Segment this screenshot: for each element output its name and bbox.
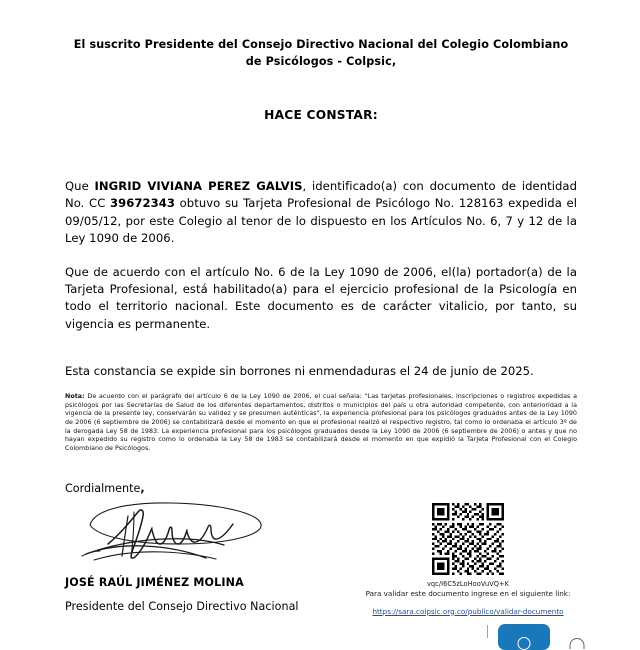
closing-salutation bbox=[65, 482, 577, 495]
viewer-floating-toolbar bbox=[487, 624, 640, 640]
legal-note bbox=[65, 393, 577, 453]
certification-paragraph-1 bbox=[65, 178, 577, 248]
toolbar-primary-button[interactable] bbox=[498, 624, 550, 650]
toolbar-secondary-button[interactable] bbox=[560, 624, 594, 650]
closing-comma: , bbox=[140, 482, 145, 496]
validation-block bbox=[356, 503, 580, 618]
signer-title: Presidente del Consejo Directivo Nacional bbox=[65, 600, 299, 613]
closing-salutation-text: Cordialmente bbox=[65, 482, 141, 496]
legal-note-label: Nota: bbox=[65, 393, 85, 401]
paragraph-1-middle-1: , identificado(a) con documento de identidad No. CC bbox=[65, 179, 577, 211]
circle-icon bbox=[518, 637, 531, 650]
paragraph-1-prefix: Que bbox=[65, 179, 95, 193]
toolbar-divider bbox=[487, 625, 488, 638]
document-header-text: El suscrito Presidente del Consejo Directivo Nacional del Colegio Colombiano de Psicólogos - Colpsic, bbox=[73, 38, 569, 68]
identity-document-number: 39672343 bbox=[110, 196, 176, 211]
paragraph-1-middle-2: obtuvo su Tarjeta Profesional de Psicólogo No. 128163 expedida el 09/05/12, por este Colegio al tenor de lo dispuesto en los Artículos No. 6, 7 y 12 de la Ley 1090 de 2006. bbox=[65, 196, 577, 246]
legal-note-text: De acuerdo con el parágrafo del artículo 6 de la Ley 1090 de 2006, el cual señala: "Las tarjetas profesionales, inscripciones o registros expedidas a psicólogos por las Secretarías de Salud de los diferentes departamentos, distritos o municipios del país u otra autoridad competente, con anterioridad a la vigencia de la presente ley, conservarán su validez y se presumen auténticas", la experiencia profesional para los psicólogos graduados antes de la Ley 1090 de 2006 (6 septiembre de 2006) se contabilizará desde el momento en que el profesional realizó el respectivo registro, tal como lo ordenaba el artículo 3º de la derogada Ley 58 de 1983. La experiencia profesional para los psicólogos graduados desde la Ley 1090 de 2006 (6 septiembre de 2006) o antes y que no hayan expedido su registro como lo ordenaba la Ley 58 de 1983 se contabilizará desde el momento en que expidió la Tarjeta Profesional con el Colegio Colombiano de Psicólogos. bbox=[65, 393, 577, 452]
validation-qr-code[interactable] bbox=[432, 503, 504, 575]
handwritten-signature bbox=[68, 500, 278, 566]
issuance-statement: Esta constancia se expide sin borrones ni enmendaduras el 24 de junio de 2025. bbox=[65, 364, 534, 379]
certification-paragraph-2: Que de acuerdo con el artículo No. 6 de la Ley 1090 de 2006, el(la) portador(a) de la Tarjeta Profesional, está habilitado(a) para el ejercicio profesional de la Psicología en todo el territorio nacional. Este documento es de carácter vitalicio, por tanto, su vigencia es permanente. bbox=[65, 264, 577, 331]
validation-link[interactable]: https://sara.colpsic.org.co/publico/validar-documento bbox=[372, 606, 564, 616]
person-name: INGRID VIVIANA PEREZ GALVIS bbox=[94, 179, 303, 193]
signer-name: JOSÉ RAÚL JIMÉNEZ MOLINA bbox=[65, 576, 244, 589]
declaration-heading: HACE CONSTAR: bbox=[264, 108, 378, 122]
document-content bbox=[65, 0, 577, 495]
validation-hash: vqc/I6C5zLoHooVuVQ+K bbox=[426, 580, 510, 588]
validation-instruction: Para validar este documento ingrese en el siguiente link: bbox=[365, 589, 571, 598]
